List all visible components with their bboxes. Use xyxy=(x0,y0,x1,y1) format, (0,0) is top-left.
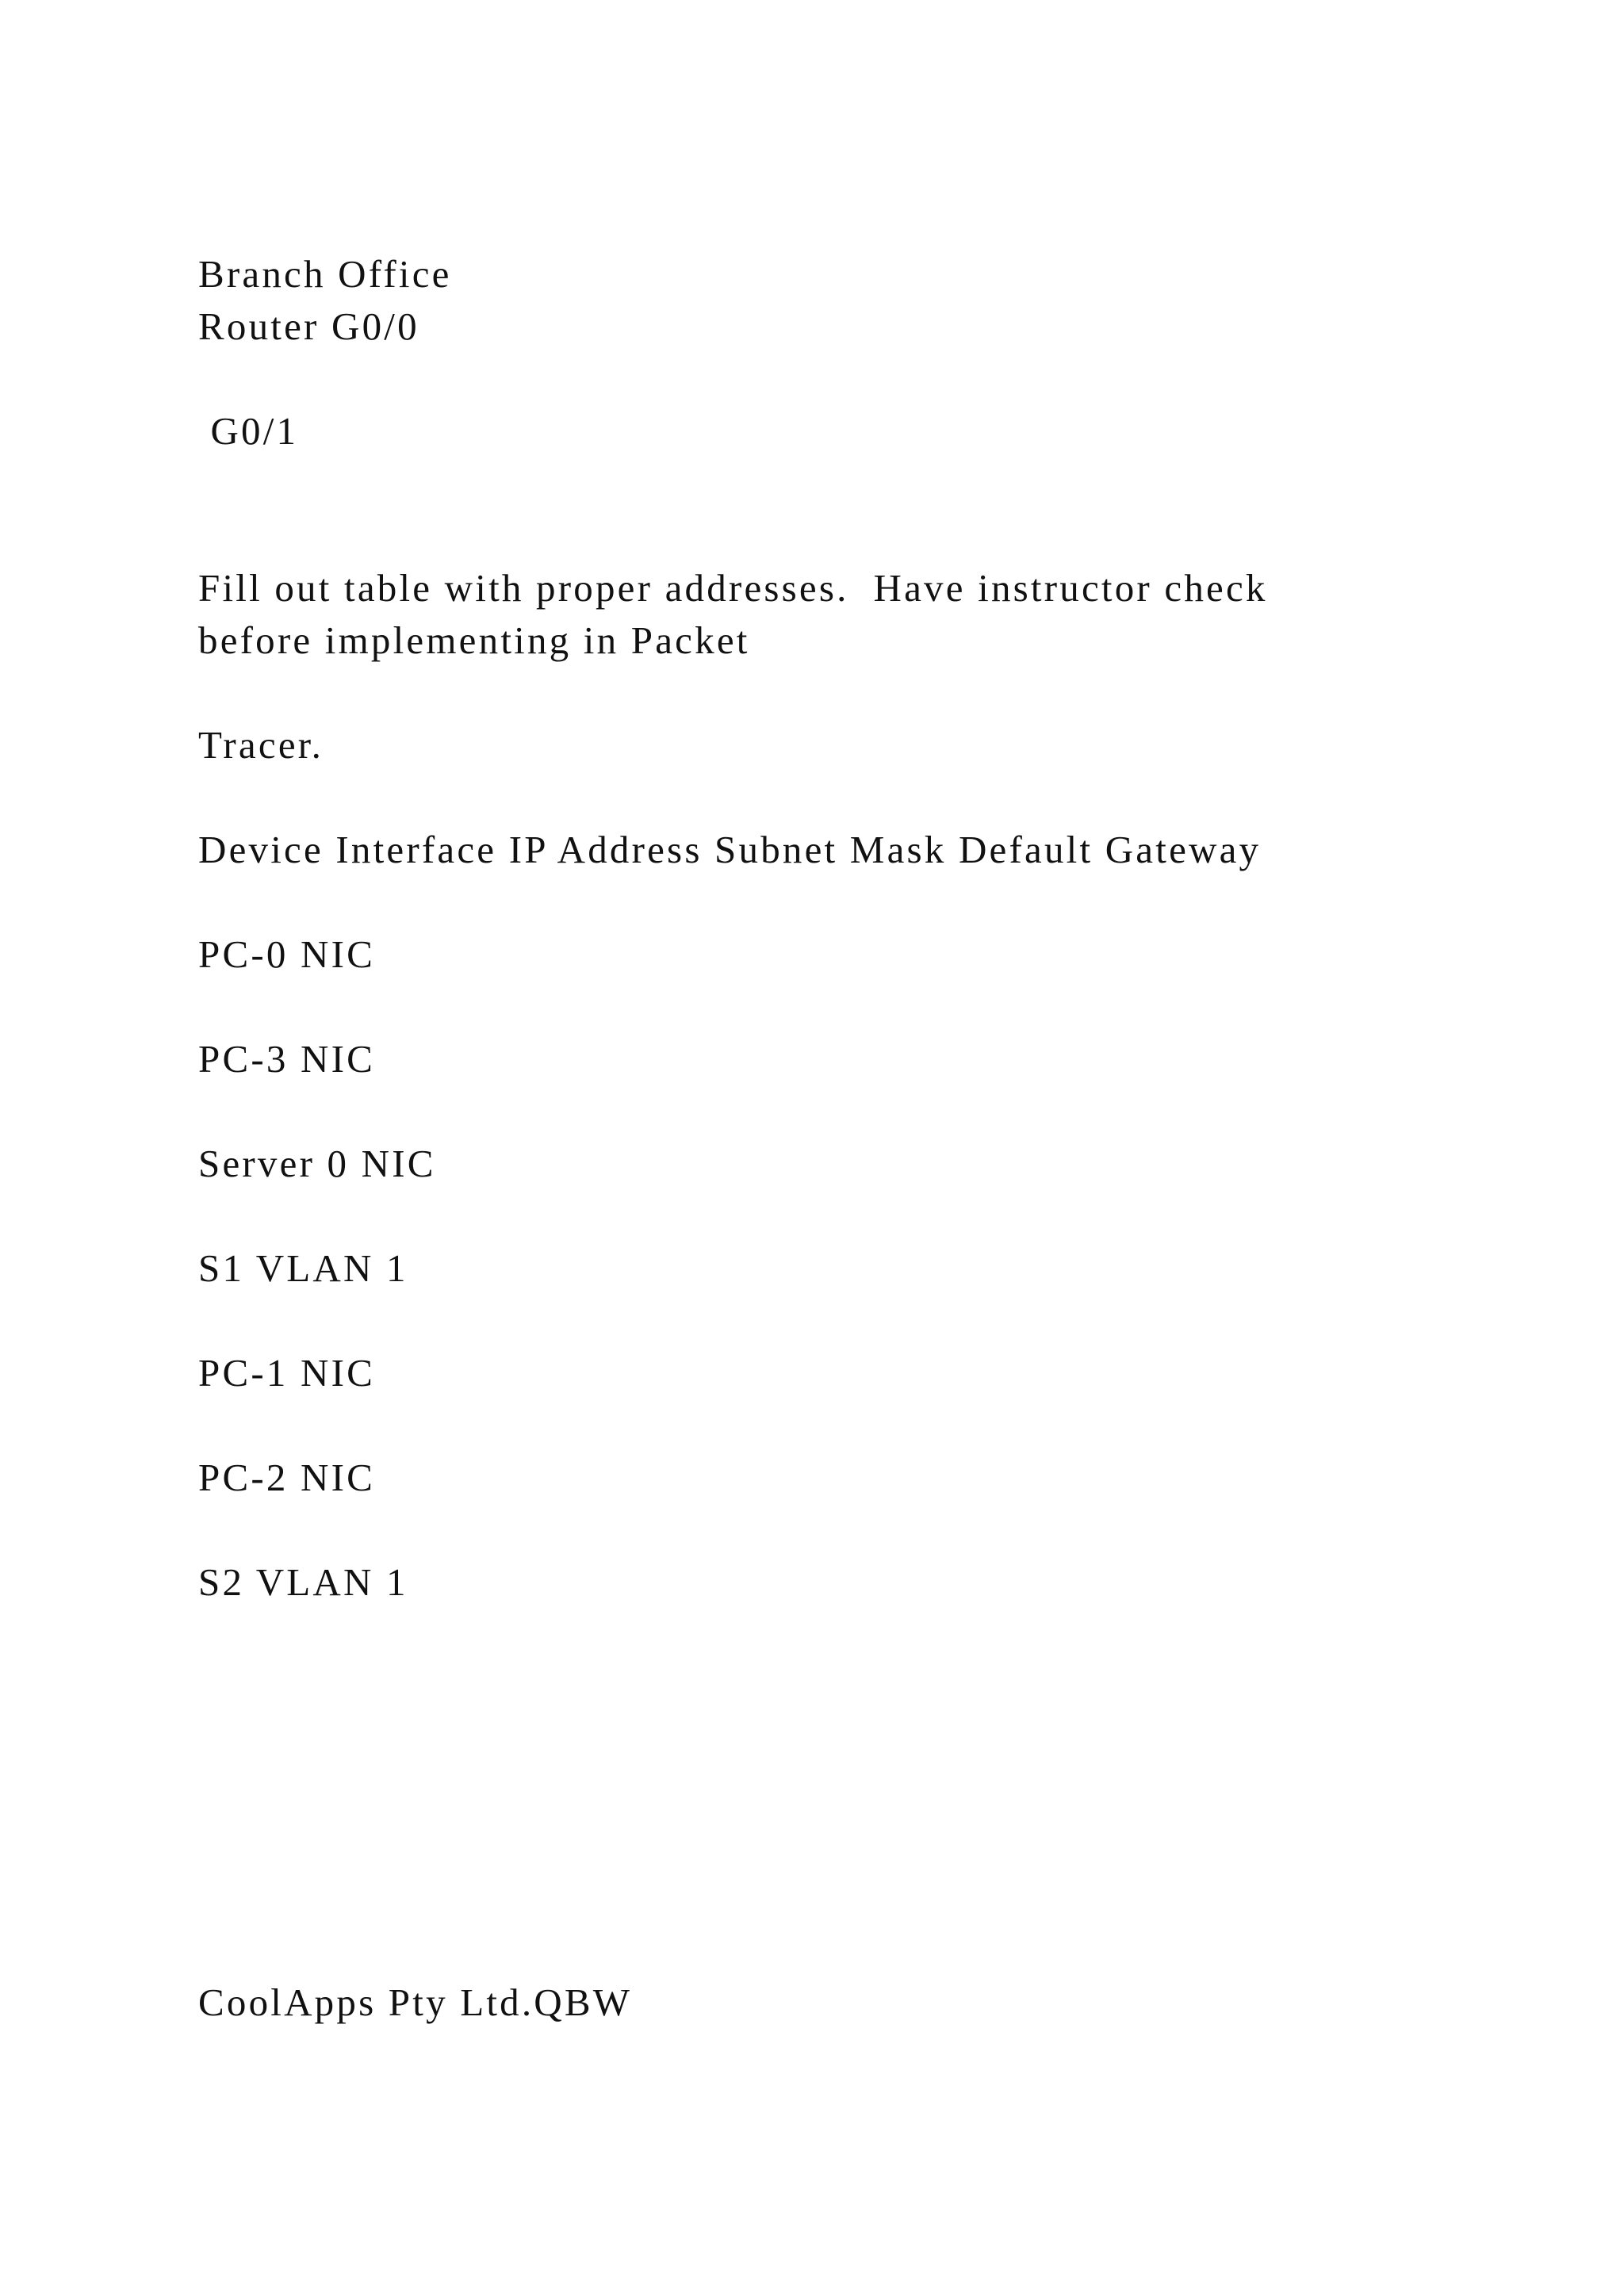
instructions-line-2: before implementing in Packet xyxy=(198,618,750,662)
table-row: PC-0 NIC xyxy=(198,932,375,976)
table-row: Server 0 NIC xyxy=(198,1142,436,1185)
header-router-g00: Router G0/0 xyxy=(198,304,419,348)
table-row: PC-1 NIC xyxy=(198,1351,375,1395)
table-row: S1 VLAN 1 xyxy=(198,1246,408,1290)
header-g01: G0/1 xyxy=(198,409,299,453)
instructions-line-1: Fill out table with proper addresses. Have instructor check xyxy=(198,566,1268,610)
table-row: PC-2 NIC xyxy=(198,1456,375,1499)
instructions-line-3: Tracer. xyxy=(198,723,324,767)
table-header: Device Interface IP Address Subnet Mask Default Gateway xyxy=(198,828,1262,871)
header-branch-office: Branch Office xyxy=(198,252,452,296)
table-row: S2 VLAN 1 xyxy=(198,1560,408,1604)
footer-text: CoolApps Pty Ltd.QBW xyxy=(198,1980,633,2024)
table-row: PC-3 NIC xyxy=(198,1037,375,1081)
